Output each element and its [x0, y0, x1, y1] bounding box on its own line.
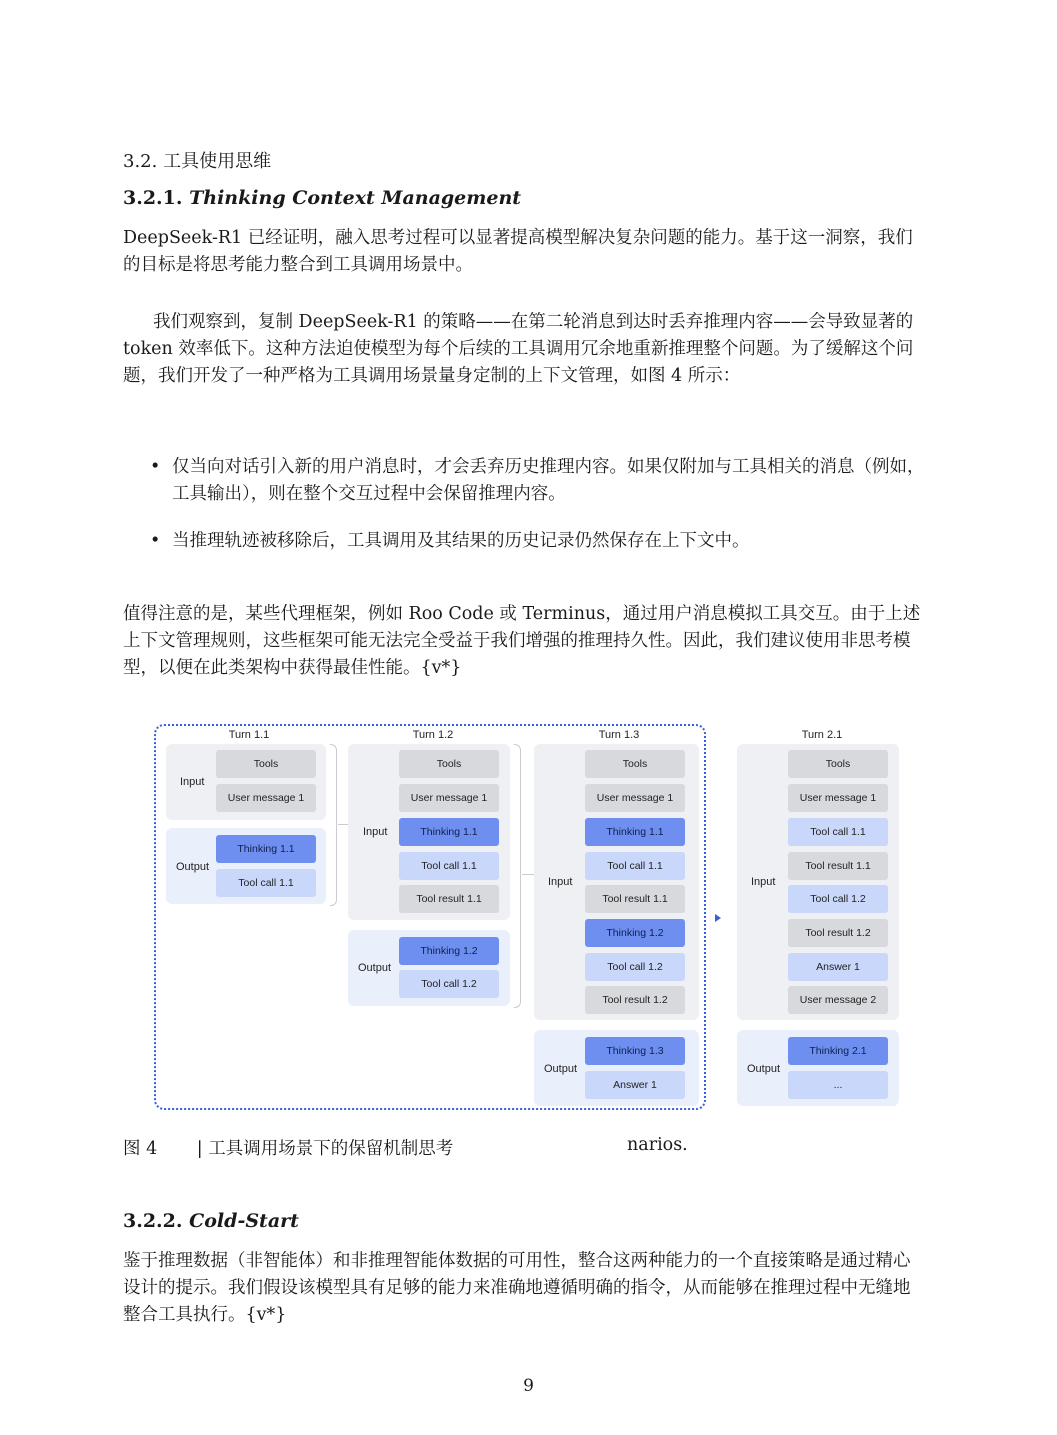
chip-tool-result: Tool result 1.1 [788, 852, 888, 880]
chip-tool-call: Tool call 1.2 [788, 885, 888, 913]
chip-tool-result: Tool result 1.2 [788, 919, 888, 947]
chip-tool-call: Tool call 1.1 [399, 852, 499, 880]
connector [522, 874, 534, 875]
chip-answer: Answer 1 [585, 1071, 685, 1099]
subsection-heading-1 [123, 187, 521, 209]
subsection-title: Cold-Start [189, 1210, 299, 1232]
figure-4-diagram [150, 722, 910, 1117]
chip-tool-result: Tool result 1.1 [399, 885, 499, 913]
chip-thinking: Thinking 1.1 [585, 818, 685, 846]
chip-user-message: User message 1 [788, 784, 888, 812]
chip-tools: Tools [788, 750, 888, 778]
bracket [330, 744, 337, 906]
turn-label: Turn 1.2 [412, 729, 454, 741]
bullet-dot: • [150, 457, 161, 477]
paragraph-1: DeepSeek-R1 已经证明，融入思考过程可以显著提高模型解决复杂问题的能力。基于这一洞察，我们的目标是将思考能力整合到工具调用场景中。 [123, 228, 913, 275]
subsection-number: 3.2.2. [123, 1210, 183, 1232]
section-title: 3.2. 工具使用思维 [123, 151, 272, 172]
input-label: Input [751, 876, 776, 888]
caption-text: | 工具调用场景下的保留机制思考 [196, 1139, 454, 1159]
chip-answer: Answer 1 [788, 953, 888, 981]
chip-tool-call: Tool call 1.1 [788, 818, 888, 846]
output-label: Output [544, 1063, 578, 1075]
chip-tool-result: Tool result 1.2 [585, 986, 685, 1014]
chip-tool-call: Tool call 1.2 [585, 953, 685, 981]
chip-user-message: User message 1 [216, 784, 316, 812]
turn-label: Turn 1.1 [228, 729, 270, 741]
chip-thinking: Thinking 1.1 [399, 818, 499, 846]
bullet-item-1 [150, 454, 930, 508]
chip-thinking: Thinking 1.1 [216, 835, 316, 863]
chip-thinking: Thinking 1.3 [585, 1037, 685, 1065]
chip-tools: Tools [216, 750, 316, 778]
chip-user-message: User message 1 [585, 784, 685, 812]
arrow-icon [715, 914, 721, 922]
turn-label: Turn 1.3 [598, 729, 640, 741]
paragraph-2: 我们观察到，复制 DeepSeek-R1 的策略——在第二轮消息到达时丢弃推理内容——会导致显著的 token 效率低下。这种方法迫使模型为每个后续的工具调用冗余地重新推理整个问题。为了缓解这个问题，我们开发了一种严格为工具调用场景量身定制的上下文管理，如图 4 所示： [123, 312, 914, 386]
caption-tail: narios. [627, 1135, 688, 1155]
chip-thinking: Thinking 1.2 [399, 937, 499, 965]
input-label: Input [180, 776, 205, 788]
bullet-text: 当推理轨迹被移除后，工具调用及其结果的历史记录仍然保存在上下文中。 [172, 531, 750, 551]
chip-tool-call: Tool call 1.2 [399, 970, 499, 998]
output-label: Output [176, 861, 210, 873]
chip-user-message: User message 1 [399, 784, 499, 812]
subsection-number: 3.2.1. [123, 187, 183, 209]
bullet-item-2 [150, 528, 930, 555]
chip-thinking: Thinking 2.1 [788, 1037, 888, 1065]
caption-label: 图 4 [123, 1139, 158, 1159]
chip-tool-call: Tool call 1.1 [585, 852, 685, 880]
chip-ellipsis: ... [788, 1071, 888, 1099]
chip-tools: Tools [585, 750, 685, 778]
output-label: Output [747, 1063, 781, 1075]
connector [338, 824, 348, 825]
bracket [514, 744, 521, 1008]
chip-tool-result: Tool result 1.1 [585, 885, 685, 913]
subsection-title: Thinking Context Management [189, 187, 522, 209]
chip-tools: Tools [399, 750, 499, 778]
chip-user-message: User message 2 [788, 986, 888, 1014]
bullet-text: 仅当向对话引入新的用户消息时，才会丢弃历史推理内容。如果仅附加与工具相关的消息（例如，工具输出），则在整个交互过程中会保留推理内容。 [172, 457, 925, 504]
input-label: Input [363, 826, 388, 838]
paragraph-3: 值得注意的是，某些代理框架，例如 Roo Code 或 Terminus，通过用户消息模拟工具交互。由于上述上下文管理规则，这些框架可能无法完全受益于我们增强的推理持久性。因此，我们建议使用非思考模型，以便在此类架构中获得最佳性能。{v*} [123, 604, 921, 678]
paragraph-4: 鉴于推理数据（非智能体）和非推理智能体数据的可用性，整合这两种能力的一个直接策略是通过精心设计的提示。我们假设该模型具有足够的能力来准确地遵循明确的指令，从而能够在推理过程中无缝地整合工具执行。{v*} [123, 1251, 911, 1325]
output-label: Output [358, 962, 392, 974]
chip-thinking: Thinking 1.2 [585, 919, 685, 947]
bullet-dot: • [150, 531, 161, 551]
input-label: Input [548, 876, 573, 888]
figure-caption [123, 1135, 453, 1160]
page-number: 9 [523, 1376, 534, 1396]
turn-label: Turn 2.1 [801, 729, 843, 741]
subsection-heading-2 [123, 1210, 299, 1232]
chip-tool-call: Tool call 1.1 [216, 869, 316, 897]
